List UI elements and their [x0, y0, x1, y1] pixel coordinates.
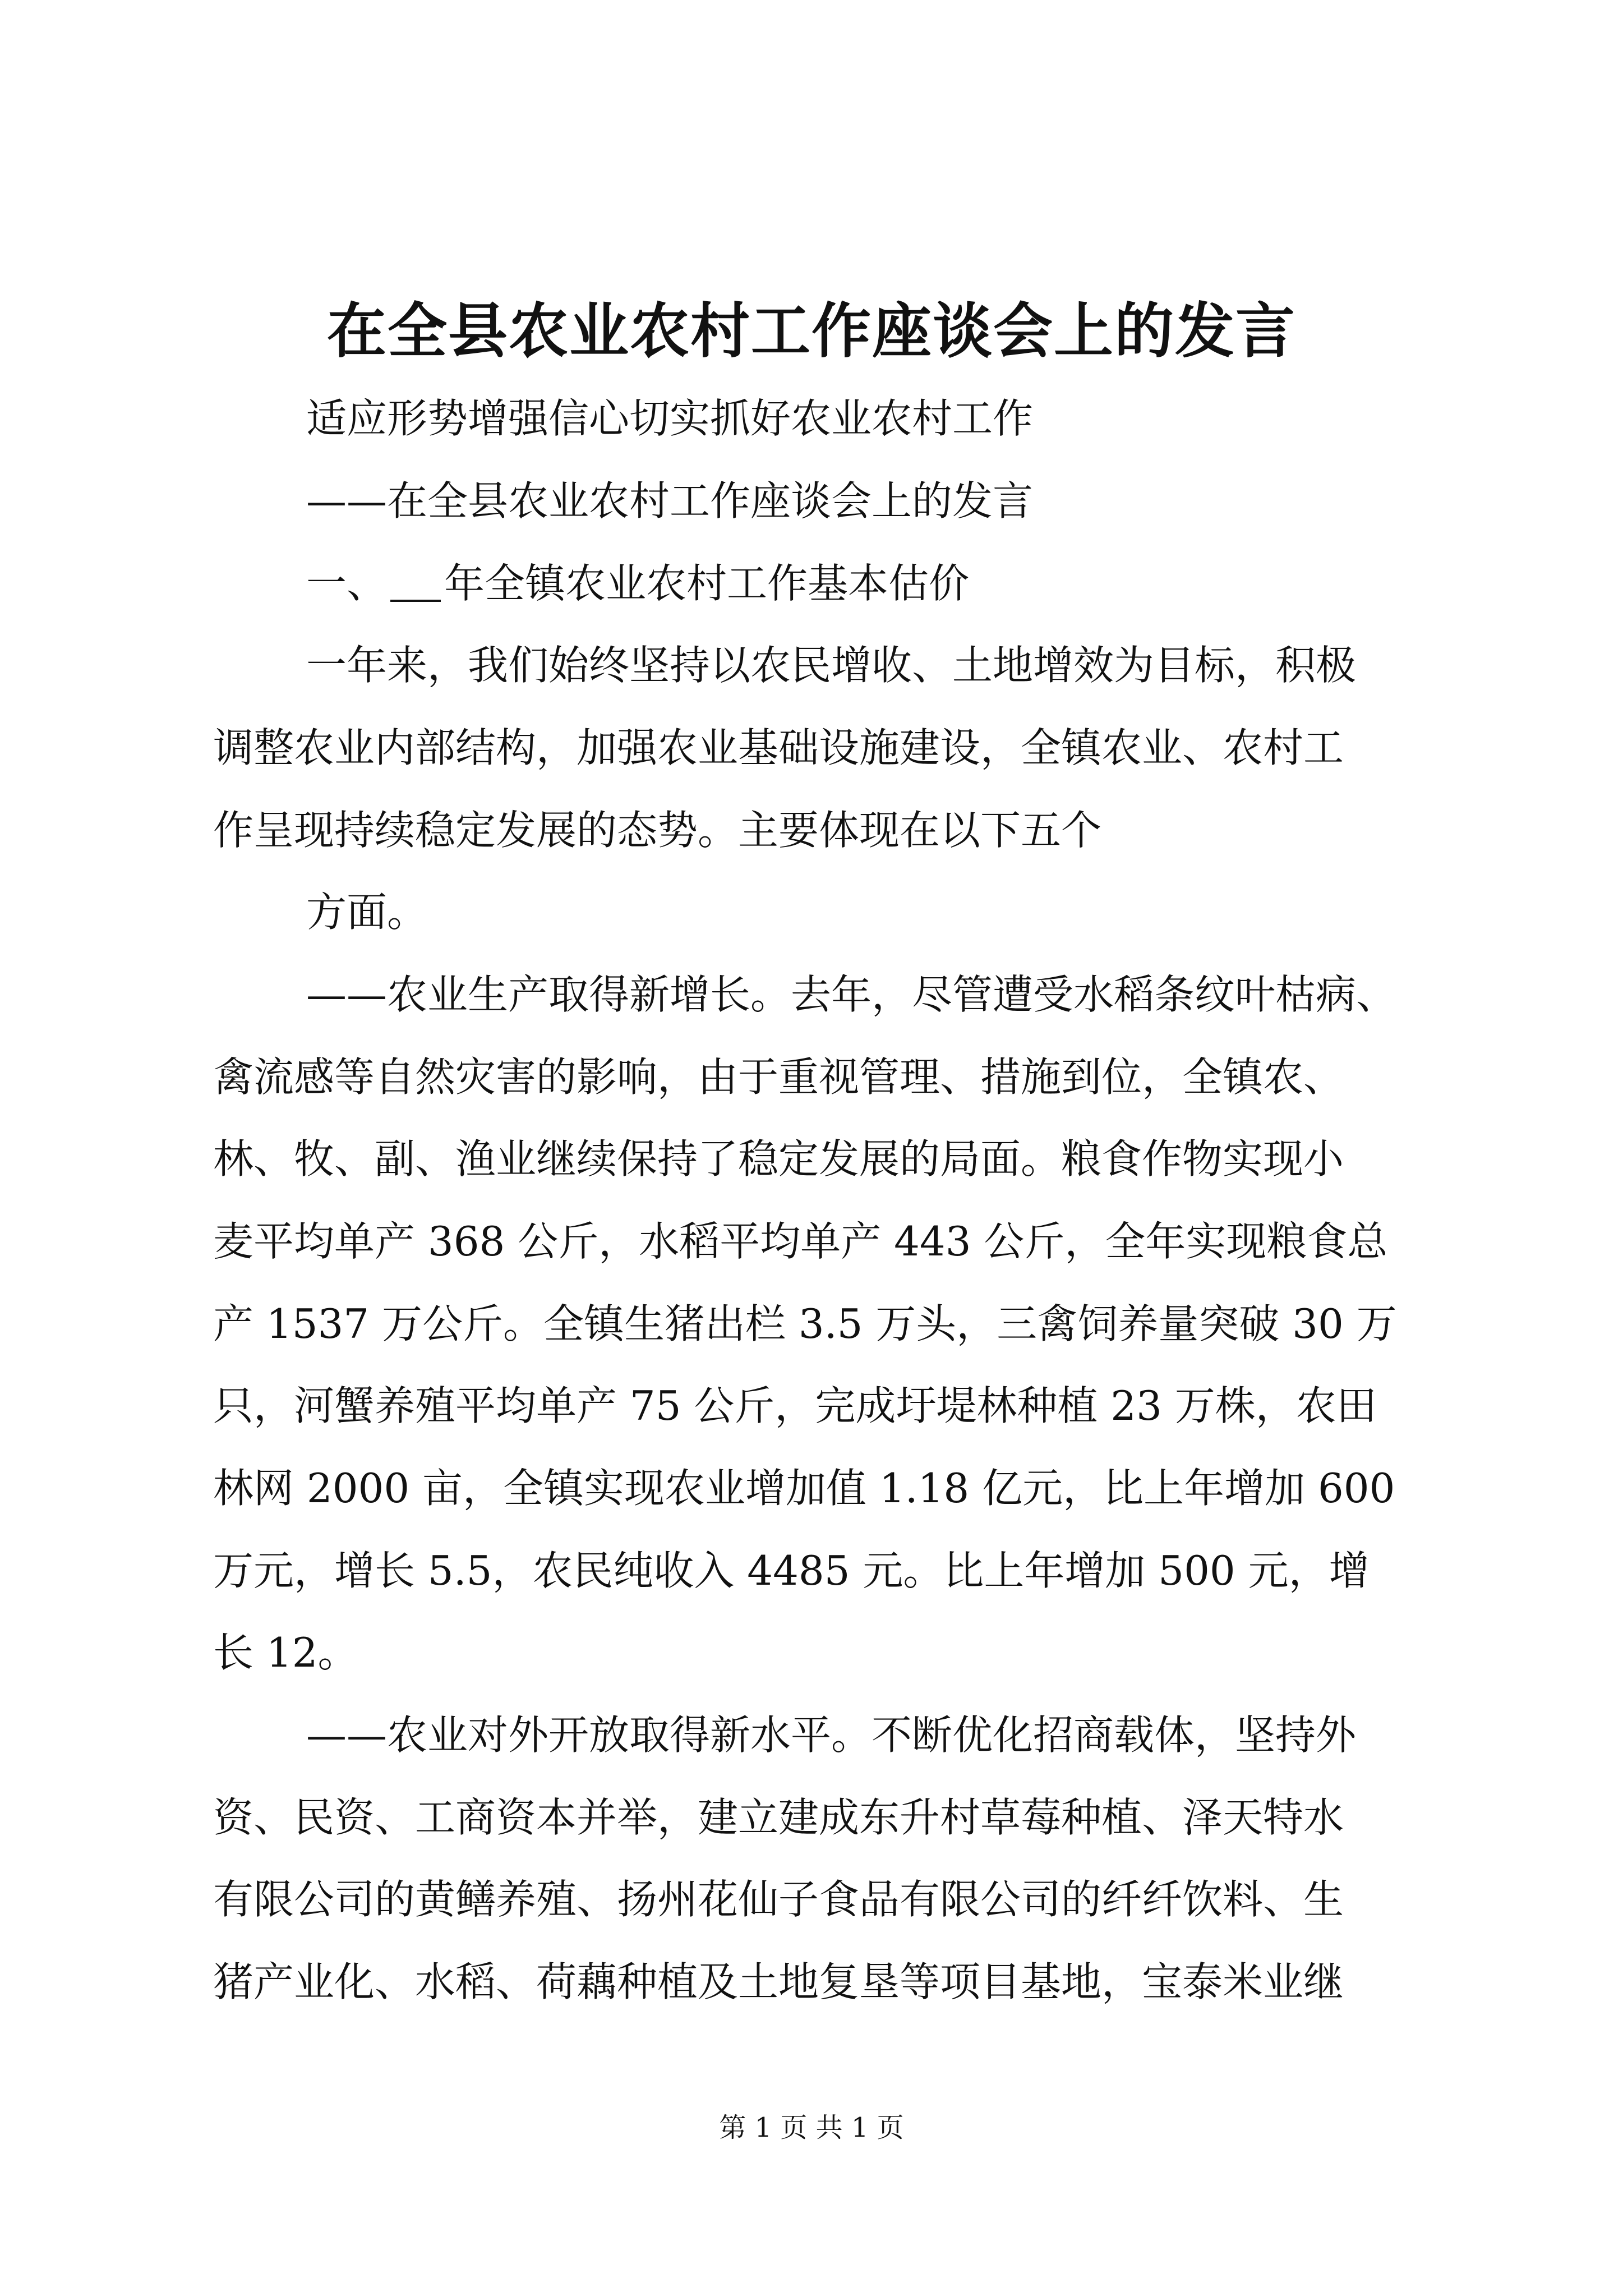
body-line: 猪产业化、水稻、荷藕种植及土地复垦等项目基地，宝泰米业继 [213, 1958, 1344, 2005]
body-line: 一年来，我们始终坚持以农民增收、土地增效为目标，积极 [306, 642, 1357, 689]
body-line: 作呈现持续稳定发展的态势。主要体现在以下五个 [213, 807, 1102, 854]
document-title: 在全县农业农村工作座谈会上的发言 [327, 296, 1296, 366]
body-line: 资、民资、工商资本并举，建立建成东升村草莓种植、泽天特水 [213, 1794, 1344, 1841]
body-line: ——农业对外开放取得新水平。不断优化招商载体，坚持外 [306, 1711, 1357, 1759]
body-line: 林、牧、副、渔业继续保持了稳定发展的局面。粮食作物实现小 [213, 1135, 1344, 1182]
body-line: 林网 2000 亩，全镇实现农业增加值 1.18 亿元，比上年增加 600 [213, 1465, 1395, 1512]
section-heading-prefix: 一、 [306, 560, 388, 607]
body-line: 长 12。 [213, 1629, 358, 1676]
section-heading-suffix: 年全镇农业农村工作基本估价 [444, 560, 970, 607]
section-heading [306, 555, 969, 611]
body-line: 只，河蟹养殖平均单产 75 公斤，完成圩堤林种植 23 万株，农田 [213, 1382, 1377, 1429]
page-footer: 第 1 页 共 1 页 [719, 2112, 904, 2143]
body-line: 方面。 [306, 889, 428, 936]
body-line: 有限公司的黄鳝养殖、扬州花仙子食品有限公司的纤纤饮料、生 [213, 1876, 1344, 1923]
body-line: 调整农业内部结构，加强农业基础设施建设，全镇农业、农村工 [213, 724, 1344, 771]
body-line: 产 1537 万公斤。全镇生猪出栏 3.5 万头，三禽饲养量突破 30 万 [213, 1300, 1397, 1347]
body-line: 万元，增长 5.5，农民纯收入 4485 元。比上年增加 500 元，增 [213, 1547, 1370, 1594]
body-line: 禽流感等自然灾害的影响，由于重视管理、措施到位，全镇农、 [213, 1053, 1344, 1101]
blank-underline [390, 560, 441, 602]
body-line: ——农业生产取得新增长。去年，尽管遭受水稻条纹叶枯病、 [306, 971, 1397, 1018]
byline: ——在全县农业农村工作座谈会上的发言 [306, 477, 1034, 524]
subtitle: 适应形势增强信心切实抓好农业农村工作 [306, 395, 1034, 442]
body-line: 麦平均单产 368 公斤，水稻平均单产 443 公斤，全年实现粮食总 [213, 1218, 1388, 1265]
